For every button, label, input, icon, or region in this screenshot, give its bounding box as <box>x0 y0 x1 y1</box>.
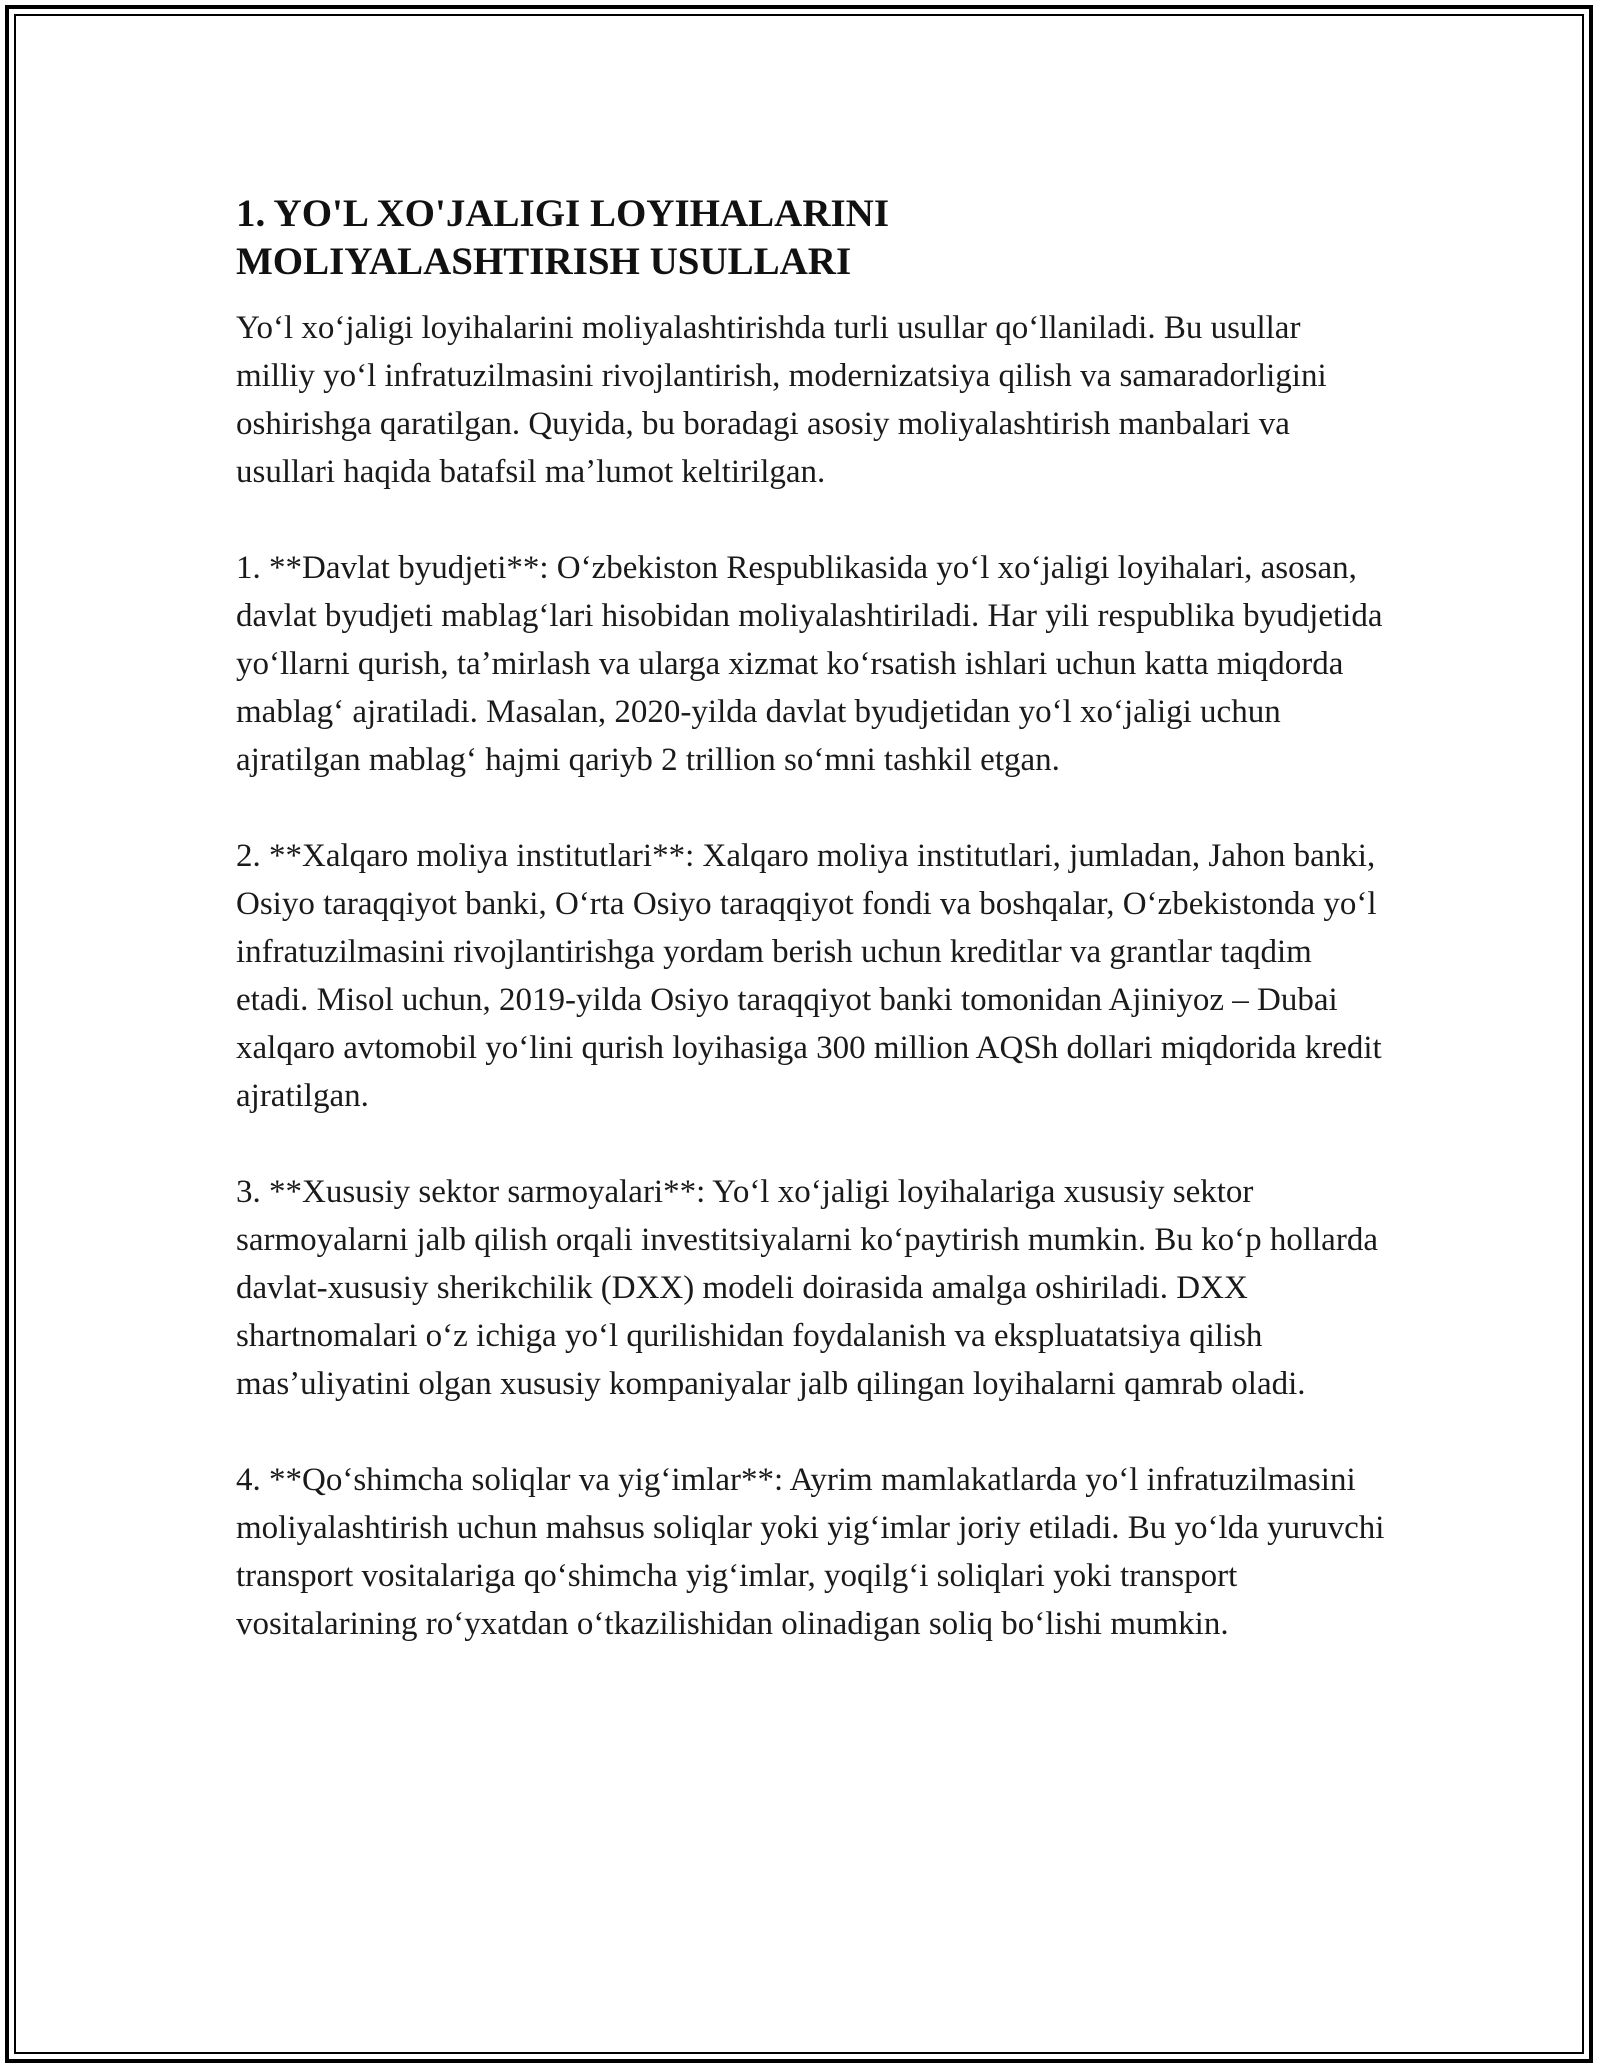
intro-paragraph: Yoʻl xoʻjaligi loyihalarini moliyalashtirishda turli usullar qoʻllaniladi. Bu usullar milliy yoʻl infratuzilmasini rivojlantirish, modernizatsiya qilish va samaradorligini oshirishga qaratilgan. Quyida, bu boradagi asosiy moliyalashtirish manbalari va usullari haqida batafsil maʼlumot keltirilgan. <box>236 310 1327 490</box>
document-title: 1. YO'L XO'JALIGI LOYIHALARINI MOLIYALASHTIRISH USULLARI <box>236 192 890 283</box>
paragraph-private-investment: 3. **Xususiy sektor sarmoyalari**: Yoʻl xoʻjaligi loyihalariga xususiy sektor sarmoyalarni jalb qilish orqali investitsiyalarni koʻpaytirish mumkin. Bu koʻp hollarda davlat-xususiy sherikchilik (DXX) modeli doirasida amalga oshiriladi. DXX shartnomalari oʻz ichiga yoʻl qurilishidan foydalanish va ekspluatatsiya qilish masʼuliyatini olgan xususiy kompaniyalar jalb qilingan loyihalarni qamrab oladi. <box>236 1174 1378 1402</box>
paragraph-international-institutions: 2. **Xalqaro moliya institutlari**: Xalqaro moliya institutlari, jumladan, Jahon banki, Osiyo taraqqiyot banki, Oʻrta Osiyo taraqqiyot fondi va boshqalar, Oʻzbekistonda yoʻl infratuzilmasini rivojlantirishga yordam berish uchun kreditlar va grantlar taqdim etadi. Misol uchun, 2019-yilda Osiyo taraqqiyot banki tomonidan Ajiniyoz – Dubai xalqaro avtomobil yoʻlini qurish loyihasiga 300 million AQSh dollari miqdorida kredit ajratilgan. <box>236 838 1382 1114</box>
paragraph-state-budget: 1. **Davlat byudjeti**: Oʻzbekiston Respublikasida yoʻl xoʻjaligi loyihalari, asosan, davlat byudjeti mablagʻlari hisobidan moliyalashtiriladi. Har yili respublika byudjetida yoʻllarni qurish, taʼmirlash va ularga xizmat koʻrsatish ishlari uchun katta miqdorda mablagʻ ajratiladi. Masalan, 2020-yilda davlat byudjetidan yoʻl xoʻjaligi uchun ajratilgan mablagʻ hajmi qariyb 2 trillion soʻmni tashkil etgan. <box>236 550 1383 778</box>
paragraph-taxes-and-fees: 4. **Qoʻshimcha soliqlar va yigʻimlar**: Ayrim mamlakatlarda yoʻl infratuzilmasini moliyalashtirish uchun mahsus soliqlar yoki yigʻimlar joriy etiladi. Bu yoʻlda yuruvchi transport vositalariga qoʻshimcha yigʻimlar, yoqilgʻi soliqlari yoki transport vositalarining roʻyxatdan oʻtkazilishidan olinadigan soliq boʻlishi mumkin. <box>236 1462 1385 1642</box>
document-page <box>236 190 1386 1696</box>
